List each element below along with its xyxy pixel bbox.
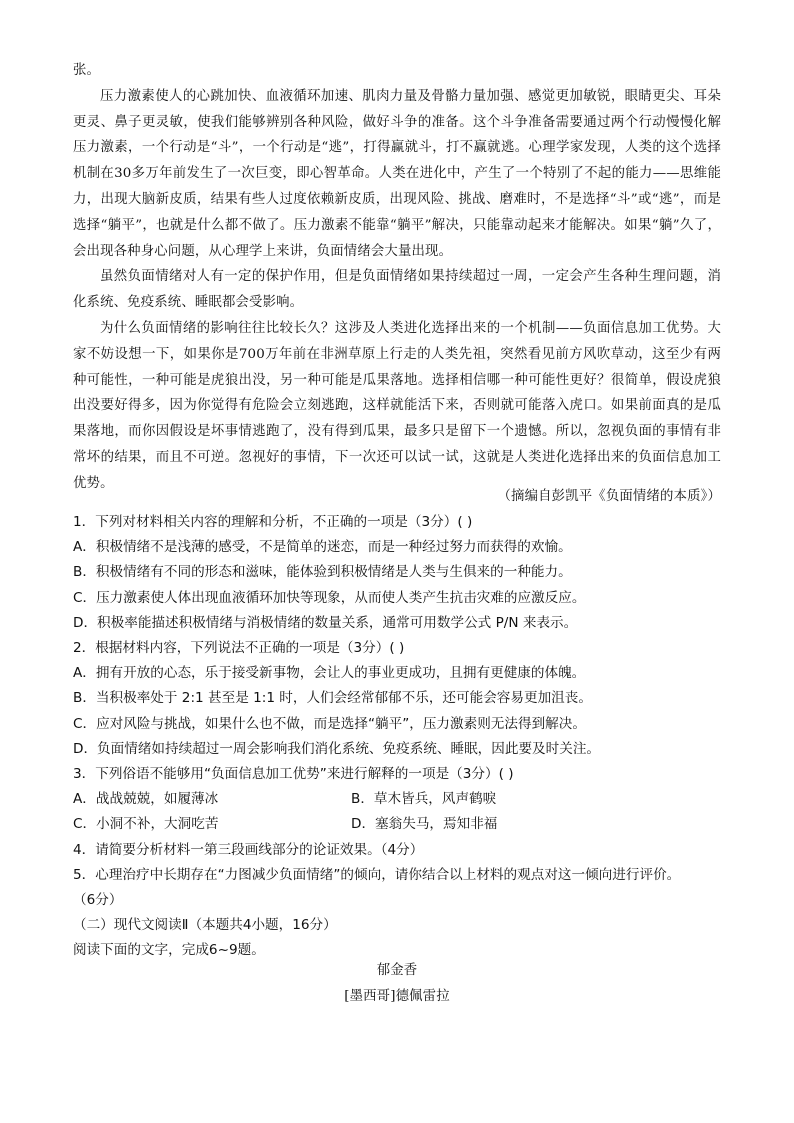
section-2-heading: （二）现代文阅读Ⅱ（本题共4小题，16分） [73, 917, 337, 934]
question-2-stem: 2．根据材料内容，下列说法不正确的一项是（3分）( ) [73, 640, 405, 657]
passage-source: （摘编自彭凯平《负面情绪的本质》） [497, 489, 721, 504]
question-3 [73, 762, 721, 838]
question-5-points: （6分） [73, 892, 123, 909]
questions [73, 510, 721, 964]
question-2-option-b: B．当积极率处于 2:1 甚至是 1:1 时，人们会经常郁郁不乐，还可能会容易更加沮丧。 [73, 690, 592, 707]
passage-paragraph-2: 虽然负面情绪对人有一定的保护作用，但是负面情绪如果持续超过一周，一定会产生各种生理问题，消化系统、免疫系统、睡眠都会受影响。 [73, 269, 721, 311]
question-1-stem: 1．下列对材料相关内容的理解和分析，不正确的一项是（3分）( ) [73, 514, 473, 530]
question-2 [73, 636, 721, 762]
question-1-option-b: B．积极情绪有不同的形态和滋味，能体验到积极情绪是人类与生俱来的一种能力。 [73, 564, 572, 581]
story-author: [墨西哥]德佩雷拉 [344, 989, 450, 1004]
question-1-option-c: C．压力激素使人体出现血液循环加快等现象，从而使人类产生抗击灾难的应激反应。 [73, 589, 586, 606]
section-2-instruction: 阅读下面的文字，完成6~9题。 [73, 942, 265, 959]
question-3-option-c: C．小洞不补，大洞吃苦 [73, 816, 219, 833]
question-2-option-c: C．应对风险与挑战，如果什么也不做，而是选择“躺平”，压力激素则无法得到解决。 [73, 715, 586, 732]
question-5-stem: 5．心理治疗中长期存在“力图减少负面情绪”的倾向，请你结合以上材料的观点对这一倾向进行评价。 [73, 866, 681, 883]
question-4-stem: 4．请简要分析材料一第三段画线部分的论证效果。（4分） [73, 841, 424, 858]
question-3-stem: 3．下列俗语不能够用“负面信息加工优势”来进行解释的一项是（3分）( ) [73, 766, 514, 783]
question-3-option-a: A．战战兢兢，如履薄冰 [73, 791, 219, 808]
question-3-options-row-1 [73, 787, 721, 812]
question-3-option-b: B．草木皆兵，风声鹤唳 [351, 791, 497, 808]
question-2-option-a: A．拥有开放的心态，乐于接受新事物，会让人的事业更成功，且拥有更健康的体魄。 [73, 665, 586, 682]
passage [73, 58, 721, 497]
question-3-options-row-2 [73, 812, 721, 837]
question-2-option-d: D．负面情绪如持续超过一周会影响我们消化系统、免疫系统、睡眠，因此要及时关注。 [73, 740, 601, 757]
passage-paragraph-3: 为什么负面情绪的影响往往比较长久？这涉及人类进化选择出来的一个机制——负面信息加工优势。大家不妨设想一下，如果你是700万年前在非洲草原上行走的人类先祖，突然看见前方风吹草动，这至少有两种可能性，一种可能是虎狼出没，另一种可能是瓜果落地。选择相信哪一种可能性更好？很简单，假设虎狼出没要好得多，因为你觉得有危险会立刻逃跑，这样就能活下来，否则就可能落入虎口。如果前面真的是瓜果落地，而你因假设是坏事情逃跑了，没有得到瓜果，最多只是留下一个遗憾。所以，忽视负面的事情有非常坏的结果，而且不可逆。忽视好的事情，下一次还可以试一试，这就是人类进化选择出来的负面信息加工优势。 [73, 320, 721, 491]
question-1 [73, 510, 721, 636]
question-1-option-d: D．积极率能描述积极情绪与消极情绪的数量关系，通常可用数学公式 P/N 来表示。 [73, 614, 578, 631]
question-1-option-a: A．积极情绪不是浅薄的感受，不是简单的迷恋，而是一种经过努力而获得的欢愉。 [73, 539, 572, 556]
passage-paragraph-1: 压力激素使人的心跳加快、血液循环加速、肌肉力量及骨骼力量加强、感觉更加敏锐，眼睛更尖、耳朵更灵、鼻子更灵敏，使我们能够辨别各种风险，做好斗争的准备。这个斗争准备需要通过两个行动慢慢化解压力激素，一个行动是“斗”，一个行动是“逃”，打得赢就斗，打不赢就逃。心理学家发现，人类的这个选择机制在30多万年前发生了一次巨变，即心智革命。人类在进化中，产生了一个特别了不起的能力——思维能力，出现大脑新皮质，结果有些人过度依赖新皮质，出现风险、挑战、磨难时，不是选择“斗”或“逃”，而是选择“躺平”，也就是什么都不做了。压力激素不能靠“躺平”解决，只能靠动起来才能解决。如果“躺”久了，会出现各种身心问题，从心理学上来讲，负面情绪会大量出现。 [73, 88, 721, 259]
question-3-option-d: D．塞翁失马，焉知非福 [351, 816, 498, 833]
story-title: 郁金香 [376, 963, 418, 978]
passage-fragment: 张。 [73, 63, 101, 78]
